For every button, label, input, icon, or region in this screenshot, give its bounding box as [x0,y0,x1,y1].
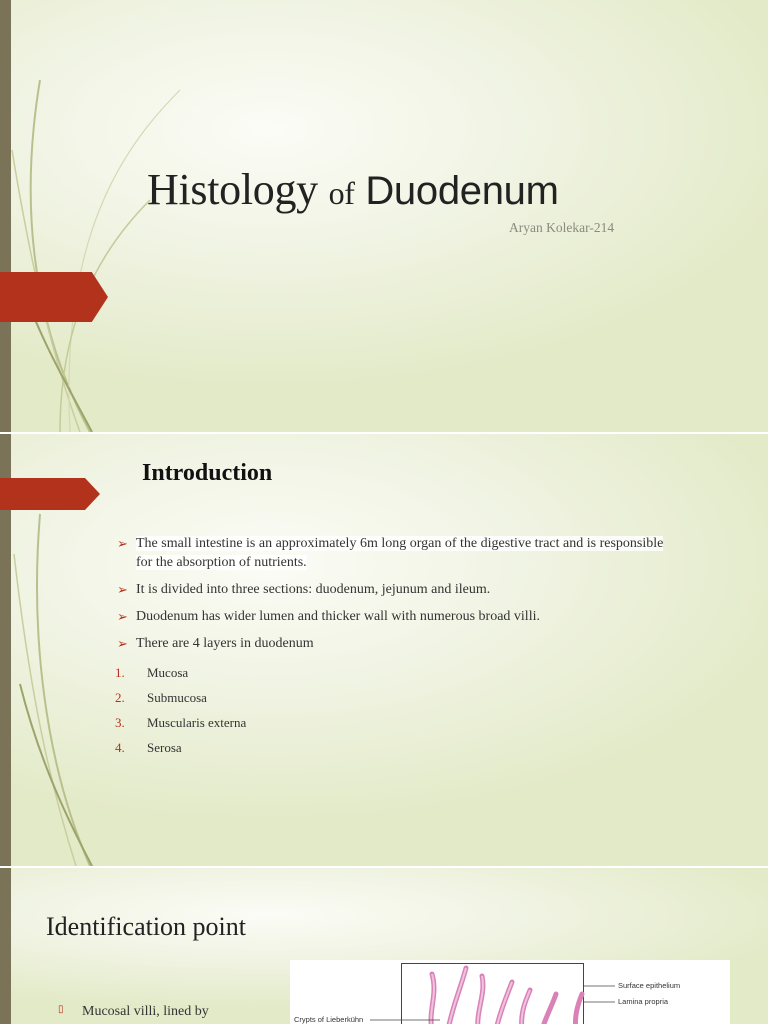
histology-figure [290,960,730,1024]
list-item: 1. Mucosa [115,665,189,680]
title-marker-tab [0,272,108,322]
label-surface-epithelium: Surface epithelium [618,981,681,990]
list-item: 2. Submucosa [115,690,207,705]
label-crypts: Crypts of Lieberkühn [294,1015,364,1024]
arrow-bullet-icon: ➢ [117,583,128,598]
list-item: ➢ There are 4 layers in duodenum [117,636,314,652]
arrow-bullet-icon: ➢ [117,537,128,552]
list-item: 4. Serosa [115,740,182,755]
arrow-bullet-icon: ➢ [117,637,128,652]
arrow-bullet-icon: ➢ [117,610,128,625]
list-item: ▯ Mucosal villi, lined by [58,1004,209,1019]
decorative-swirls [0,0,200,432]
author-name: Aryan Kolekar-214 [509,220,615,235]
list-item: ➢ Duodenum has wider lumen and thicker wall with numerous broad villi. [117,609,540,625]
introduction-slide [0,434,768,866]
presentation-title: Histology of Duodenum [147,165,559,214]
label-lamina-propria: Lamina propria [618,997,669,1006]
section-heading: Identification point [46,912,247,941]
square-bullet-icon: ▯ [58,1004,64,1015]
list-item: 3. Muscularis externa [115,715,247,730]
bullet-list [117,534,677,661]
title-slide [0,0,768,432]
list-item: ➢ It is divided into three sections: duodenum, jejunum and ileum. [117,582,491,598]
identification-slide [0,868,768,1024]
intro-marker-tab [0,478,100,510]
list-item: ➢ The small intestine is an approximately 6m long organ of the digestive tract and is responsible for the absorption of nutrients. [117,536,664,570]
left-accent-bar [0,868,11,1024]
layers-list [115,664,246,764]
section-heading: Introduction [142,460,273,486]
